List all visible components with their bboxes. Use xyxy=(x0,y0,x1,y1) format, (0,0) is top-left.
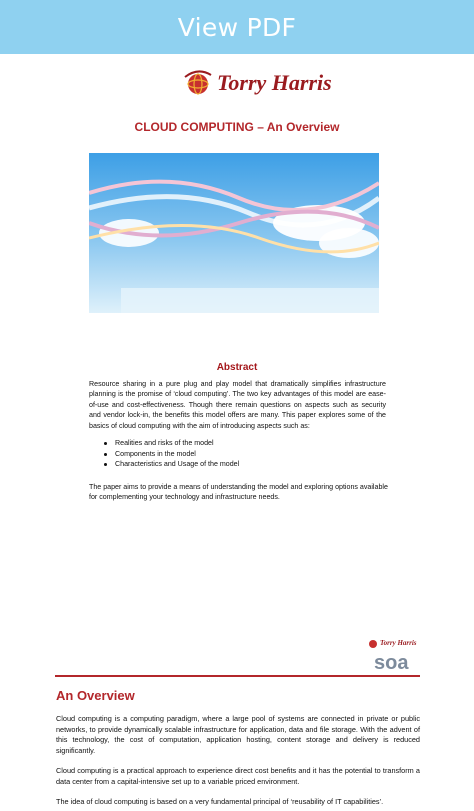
logo-text: Torry Harris xyxy=(217,70,332,95)
abstract-bullet-list xyxy=(104,438,239,470)
company-logo xyxy=(183,68,332,98)
overview-paragraph-3: The idea of cloud computing is based on a very fundamental principal of ‘reusability of IT capabilities’. xyxy=(56,797,384,806)
list-item: Characteristics and Usage of the model xyxy=(104,459,239,470)
globe-logo-icon xyxy=(368,639,378,649)
soa-logo xyxy=(368,639,420,675)
app-header xyxy=(0,0,474,54)
bullet-icon xyxy=(104,442,107,445)
soa-logo-mark: soa xyxy=(374,652,409,673)
abstract-heading: Abstract xyxy=(216,362,258,373)
list-item: Components in the model xyxy=(104,449,239,460)
soa-logo-text: Torry Harris xyxy=(380,639,417,647)
overview-paragraph-2: Cloud computing is a practical approach to experience direct cost benefits and it has the potential to transform a data center from a capital-intensive set up to a variable priced environment. xyxy=(56,766,420,786)
bullet-icon xyxy=(104,453,107,456)
document-title: CLOUD COMPUTING – An Overview xyxy=(134,120,340,134)
abstract-paragraph-2: The paper aims to provide a means of understanding the model and exploring options available for complementing your technology and infrastructure needs. xyxy=(89,483,388,502)
pdf-page[interactable] xyxy=(0,54,474,811)
bullet-icon xyxy=(104,463,107,466)
cover-image xyxy=(89,153,379,313)
globe-logo-icon xyxy=(183,69,213,97)
overview-paragraph-1: Cloud computing is a computing paradigm, where a large pool of systems are connected in private or public networks, to provide dynamically scalable infrastructure for application, data and file storage. With the advent of this technology, the cost of computation, application hosting, content storage and delivery is reduced significantly. xyxy=(56,714,420,755)
overview-heading: An Overview xyxy=(56,688,135,703)
section-divider xyxy=(55,675,420,677)
header-title: View PDF xyxy=(177,12,297,42)
list-item: Realities and risks of the model xyxy=(104,438,239,449)
abstract-paragraph: Resource sharing in a pure plug and play model that dramatically simplifies infrastructure planning is the promise of ‘cloud computing’. The two key advantages of this model are ease-of-use and cost-effectiveness. Though there remain questions on aspects such as security and vendor lock-in, the benefits this model offers are many. This paper explores some of the basics of cloud computing with the aim of introducing aspects such as: xyxy=(89,380,386,430)
